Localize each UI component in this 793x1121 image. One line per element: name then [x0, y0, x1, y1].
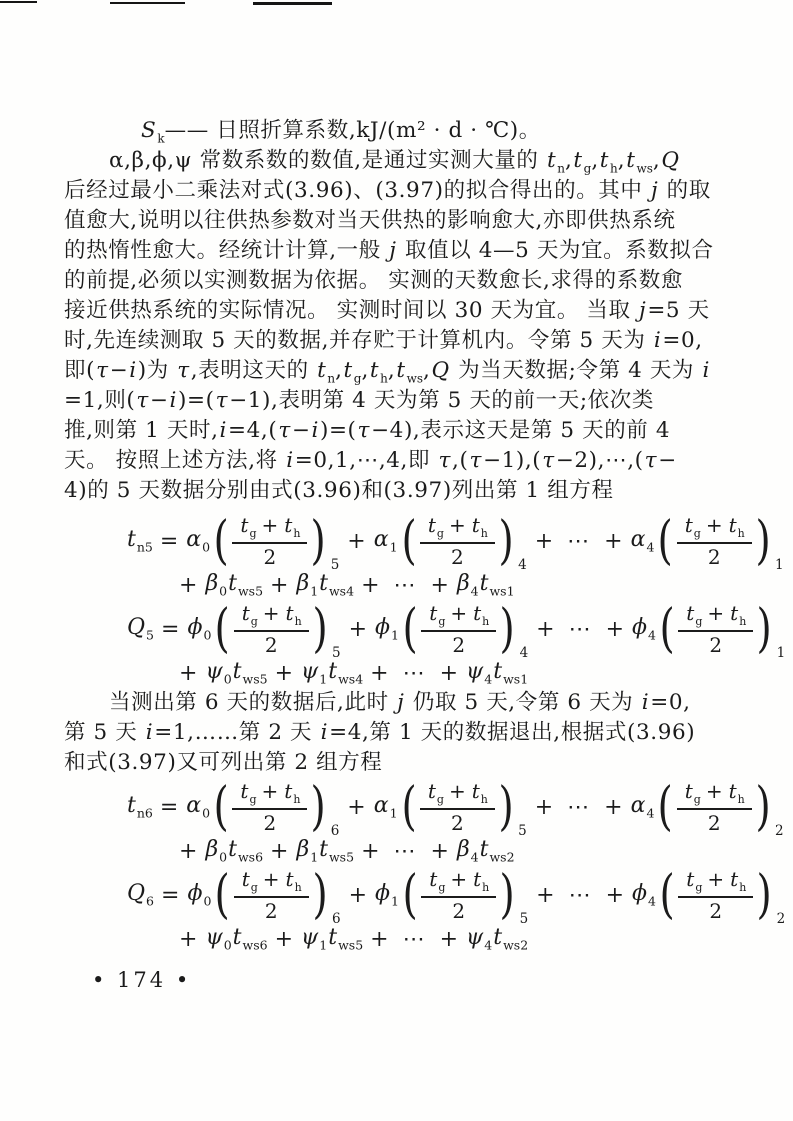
- equation-tn6-main: $t_{n6}$ = $\alpha_0$ ( $\frac{t_g + t_h}{2}$ ) $_6$ + $\alpha_1$ ( $\frac{t_g + t_h}{2}$ ) $_5$ + ⋯ + $\alpha_4$ ( $\frac{t_g + t_h}{2}$ ) $_2$: [127, 776, 784, 839]
- equation-q6-continuation: + $\psi_0$ $t_{ws6}$ + $\psi_1$ $t_{ws5}$ + ⋯ + $\psi_4$ $t_{ws2}$: [179, 925, 529, 953]
- text-line: α,β,ϕ,ψ 常数系数的数值,是通过实测大量的 $t_n,t_g,t_h,t_{ws},Q$: [109, 148, 680, 176]
- scan-artifact-line: [110, 2, 185, 4]
- text-line: 的热惰性愈大。经统计计算,一般 j 取值以 4—5 天为宜。系数拟合: [64, 238, 714, 263]
- text-line: 和式(3.97)又可列出第 2 组方程: [64, 750, 383, 775]
- text-line: 时,先连续测取 5 天的数据,并存贮于计算机内。令第 5 天为 i=0,: [64, 328, 703, 353]
- equation-q5-main: $Q_5$ = $\phi_0$ ( $\frac{t_g + t_h}{2}$ ) $_5$ + $\phi_1$ ( $\frac{t_g + t_h}{2}$ ) $_4$ + ⋯ + $\phi_4$ ( $\frac{t_g + t_h}{2}$ ) $_1$: [127, 598, 786, 661]
- text-line: =1,则(τ−i)=(τ−1),表明第 4 天为第 5 天的前一天;依次类: [64, 388, 654, 413]
- page-content: [64, 116, 786, 992]
- text-line: 第 5 天 i=1,……第 2 天 i=4,第 1 天的数据退出,根据式(3.96): [64, 720, 696, 745]
- text-line: 当测出第 6 天的数据后,此时 j 仍取 5 天,令第 6 天为 i=0,: [109, 690, 691, 715]
- text-line: 天。 按照上述方法,将 i=0,1,⋯,4,即 τ,(τ−1),(τ−2),⋯,(τ−: [64, 448, 677, 473]
- page-number: • 174 •: [92, 968, 192, 992]
- equation-q6-main: $Q_6$ = $\phi_0$ ( $\frac{t_g + t_h}{2}$ ) $_6$ + $\phi_1$ ( $\frac{t_g + t_h}{2}$ ) $_5$ + ⋯ + $\phi_4$ ( $\frac{t_g + t_h}{2}$ ) $_2$: [127, 864, 786, 927]
- equation-tn5-main: $t_{n5}$ = $\alpha_0$ ( $\frac{t_g + t_h}{2}$ ) $_5$ + $\alpha_1$ ( $\frac{t_g + t_h}{2}$ ) $_4$ + ⋯ + $\alpha_4$ ( $\frac{t_g + t_h}{2}$ ) $_1$: [127, 510, 784, 573]
- scan-artifact-line: [0, 1, 37, 3]
- definition-line-sk: $S_k——$ 日照折算系数,kJ/(m² · d · ℃)。: [141, 118, 541, 146]
- text-line: 值愈大,说明以往供热参数对当天供热的影响愈大,亦即供热系统: [64, 208, 676, 233]
- text-line: 的前提,必须以实测数据为依据。 实测的天数愈长,求得的系数愈: [64, 268, 684, 293]
- text-line: 推,则第 1 天时,i=4,(τ−i)=(τ−4),表示这天是第 5 天的前 4: [64, 418, 671, 443]
- text-line: 4)的 5 天数据分别由式(3.96)和(3.97)列出第 1 组方程: [64, 478, 614, 503]
- text-line: 接近供热系统的实际情况。 实测时间以 30 天为宜。 当取 j=5 天: [64, 298, 710, 323]
- scan-artifact-line: [253, 2, 332, 5]
- equation-tn5-continuation: + $\beta_0$ $t_{ws5}$ + $\beta_1$ $t_{ws4}$ + ⋯ + $\beta_4$ $t_{ws1}$: [179, 571, 515, 599]
- equation-tn6-continuation: + $\beta_0$ $t_{ws6}$ + $\beta_1$ $t_{ws5}$ + ⋯ + $\beta_4$ $t_{ws2}$: [179, 837, 515, 865]
- text-line: 即(τ−i)为 τ,表明这天的 $t_n,t_g,t_h,t_{ws},Q$ 为当天数据;令第 4 天为 i: [64, 358, 710, 386]
- equation-q5-continuation: + $\psi_0$ $t_{ws5}$ + $\psi_1$ $t_{ws4}$ + ⋯ + $\psi_4$ $t_{ws1}$: [179, 659, 529, 687]
- text-line: 后经过最小二乘法对式(3.96)、(3.97)的拟合得出的。其中 j 的取: [64, 178, 711, 203]
